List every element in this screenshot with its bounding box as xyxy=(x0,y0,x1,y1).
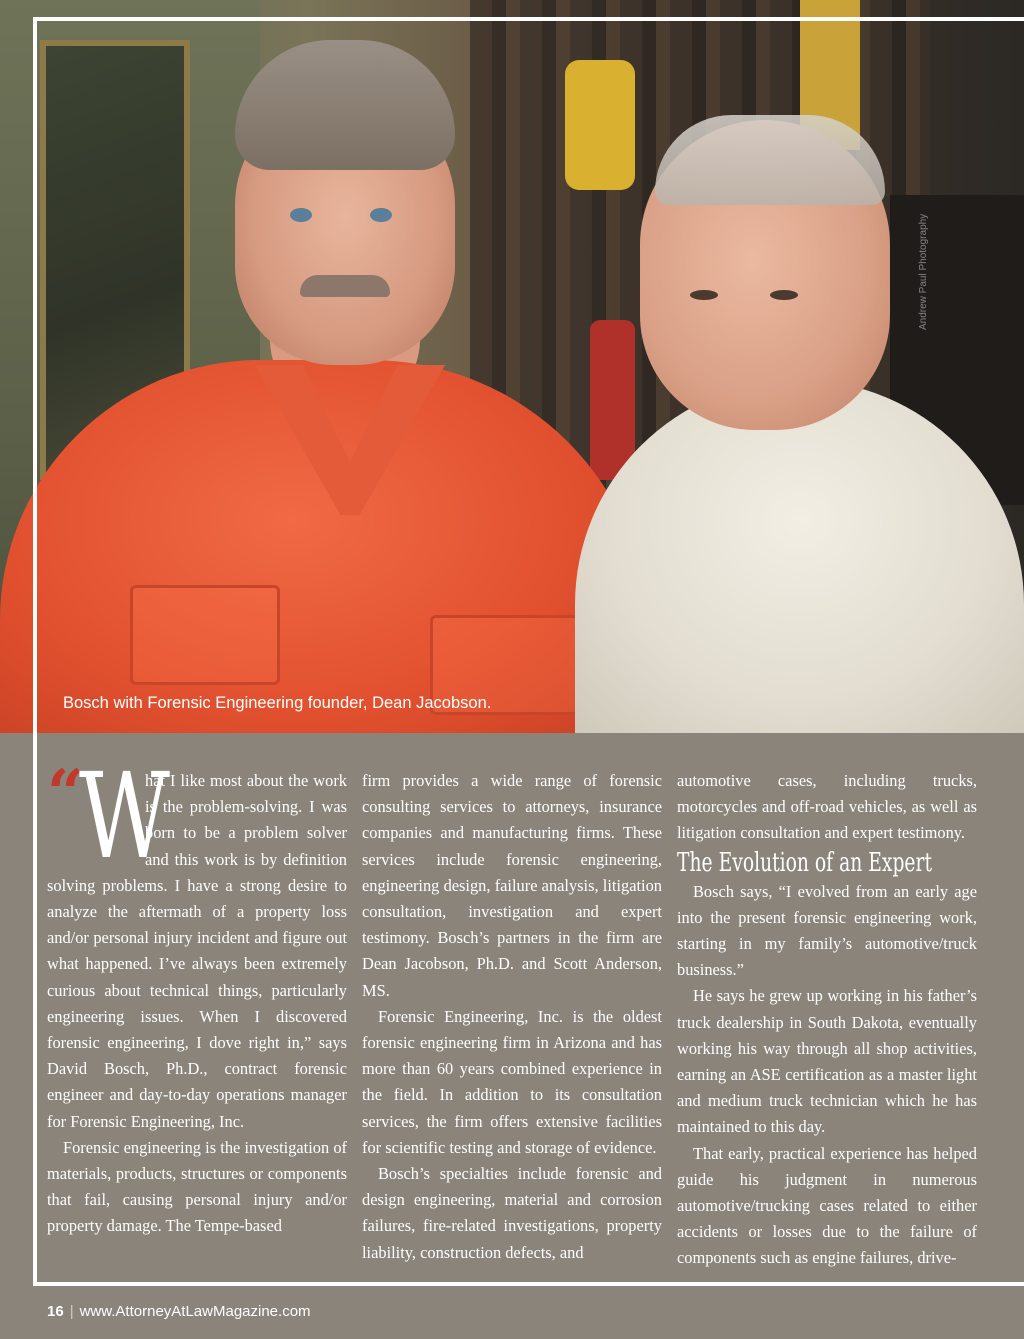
article-column-2 xyxy=(362,768,662,1266)
article-column-1 xyxy=(47,747,347,1240)
article-paragraph: automotive cases, including trucks, motorcycles and off-road vehicles, as well as litigation consultation and expert testimony. xyxy=(677,771,977,843)
man-right-eye xyxy=(690,290,718,300)
photo-credit: Andrew Paul Photography xyxy=(918,213,929,330)
man-left-hair xyxy=(235,40,455,170)
article-paragraph: Bosch says, “I evolved from an early age into the present forensic engineering work, starting in my family’s automotive/truck business.” xyxy=(677,881,977,980)
drop-cap-letter: W xyxy=(79,747,170,885)
article-paragraph: Bosch’s specialties include forensic and design engineering, material and corrosion failures, fire-related investigations, property liability, construction defects, and xyxy=(362,1164,662,1262)
frame-border-bottom xyxy=(33,1282,1024,1286)
article-paragraph xyxy=(47,747,347,1135)
article-paragraph: firm provides a wide range of forensic consulting services to attorneys, insurance companies and manufacturing firms. These services include forensic engineering, engineering design, failure analysis, litigation consultation, investigation and expert testimony. Bosch’s partners in the firm are Dean Jacobson, Ph.D. and Scott Anderson, MS. xyxy=(362,771,662,1000)
photo-red-tool xyxy=(590,320,635,480)
man-left-eye xyxy=(370,208,392,222)
article-paragraph: Forensic Engineering, Inc. is the oldest forensic engineering firm in Arizona and has more than 60 years combined experience in the field. In addition to its consultation services, the firm offers extensive facilities for scientific testing and storage of evidence. xyxy=(362,1006,662,1157)
quote-mark: “ xyxy=(47,756,84,831)
paragraph-text: hat I like most about the work is the problem-solving. I was born to be a problem solver and this work is by definition solving problems. I have a strong desire to analyze the aftermath of a property loss and/or personal injury incident and figure out what happened. I’ve always been extremely curious about technical things, particularly engineering issues. When I discovered forensic engineering, I dove right in,” says David Bosch, Ph.D., contract forensic engineer and day-to-day operations manager for Forensic Engineering, Inc. xyxy=(47,771,347,1131)
drop-cap xyxy=(47,747,170,885)
photo-caption: Bosch with Forensic Engineering founder, Dean Jacobson. xyxy=(63,694,492,712)
article-paragraph: He says he grew up working in his father’s truck dealership in South Dakota, eventually working his way through all shop activities, earning an ASE certification as a master light and medium truck technician which he has maintained to this day. xyxy=(677,986,977,1137)
footer-separator: | xyxy=(69,1303,74,1320)
article-paragraph: Forensic engineering is the investigation of materials, products, structures or components that fail, causing personal injury and/or property damage. The Tempe-based xyxy=(47,1137,347,1236)
website-link[interactable]: www.AttorneyAtLawMagazine.com xyxy=(79,1303,311,1320)
frame-border-top xyxy=(33,17,1024,21)
man-right-hair xyxy=(655,115,885,205)
man-left-eye xyxy=(290,208,312,222)
article-column-3 xyxy=(677,768,977,1272)
page-footer xyxy=(47,1303,311,1320)
man-right-eye xyxy=(770,290,798,300)
man-left-mustache xyxy=(300,275,390,297)
section-heading: The Evolution of an Expert xyxy=(677,847,932,878)
photo-yellow-tool xyxy=(565,60,635,190)
article-paragraph: That early, practical experience has helped guide his judgment in numerous automotive/trucking cases related to either accidents or losses due to the failure of components such as engine failures, drive- xyxy=(677,1143,977,1268)
frame-border-left xyxy=(33,17,37,1286)
page-number: 16 xyxy=(47,1303,64,1320)
shirt-pocket xyxy=(130,585,280,685)
